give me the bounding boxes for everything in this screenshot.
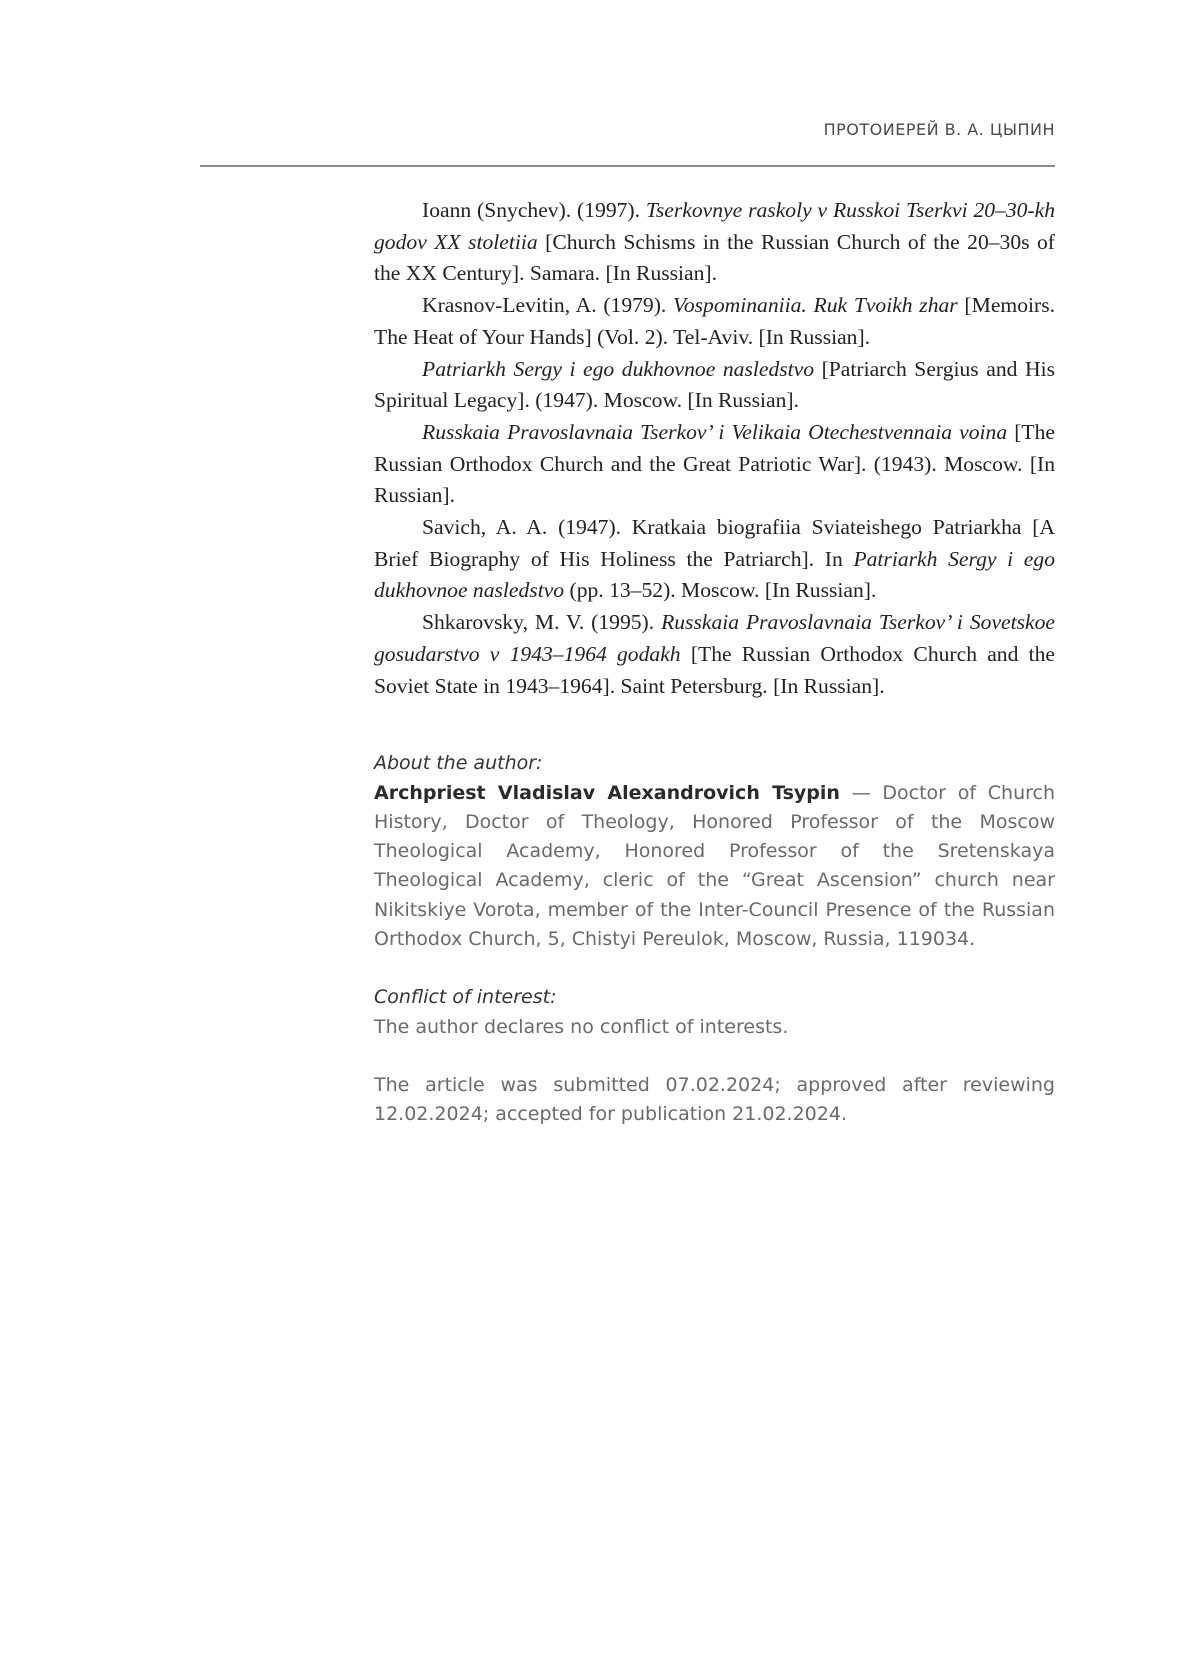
- reference-list: [374, 195, 1055, 702]
- reference-entry: [374, 195, 1055, 290]
- reference-suffix: [The Russian Orthodox Church and the Great Patriotic War]. (1943). Moscow. [In Russian].: [374, 419, 1056, 508]
- about-author-label: About the author:: [374, 752, 543, 775]
- reference-prefix: Ioann (Snychev). (1997).: [422, 198, 646, 222]
- running-header: ПРОТОИЕРЕЙ В. А. ЦЫПИН: [823, 120, 1055, 139]
- reference-prefix: Shkarovsky, M. V. (1995).: [422, 610, 662, 635]
- page-content: [374, 195, 1055, 1130]
- reference-suffix: (pp. 13–52). Moscow. [In Russian].: [564, 578, 877, 603]
- reference-title: Russkaia Pravoslavnaia Tserkov’ i Velikaia Otechestvennaia voina: [422, 419, 1008, 444]
- reference-entry: [374, 354, 1055, 417]
- conflict-label: Conflict of interest:: [374, 986, 557, 1009]
- reference-prefix: Savich, A. A. (1947). Kratkaia biografiia Sviateishego Patriarkha [A Brief Biography of His Holiness the Patriarch]. In: [374, 515, 1055, 571]
- reference-title: Tserkovnye raskoly v Russkoi Tserkvi 20–30-kh godov XX stoletiia: [374, 198, 1056, 254]
- reference-suffix: [Memoirs. The Heat of Your Hands] (Vol. 2). Tel-Aviv. [In Russian].: [374, 293, 1055, 349]
- reference-entry: [374, 290, 1055, 353]
- reference-title: Patriarkh Sergy i ego dukhovnoe nasledstvo: [374, 546, 1055, 603]
- reference-suffix: [Patriarch Sergius and His Spiritual Legacy]. (1947). Moscow. [In Russian].: [374, 356, 1056, 413]
- author-name: Archpriest Vladislav Alexandrovich Tsypin: [374, 781, 840, 804]
- reference-entry: [374, 512, 1055, 607]
- author-bio: — Doctor of Church History, Doctor of Theology, Honored Professor of the Moscow Theological Academy, Honored Professor of the Sretenskaya Theological Academy, cleric of the “Great Ascension” church near Nikitskiye Vorota, member of the Inter-Council Presence of the Russian Orthodox Church, 5, Chistyi Pereulok, Moscow, Russia, 119034.: [374, 781, 1055, 951]
- conflict-of-interest-section: [374, 983, 1055, 1042]
- conflict-text: The author declares no conflict of interests.: [374, 1015, 789, 1038]
- header-divider: [200, 165, 1055, 167]
- reference-suffix: [The Russian Orthodox Church and the Soviet State in 1943–1964]. Saint Petersburg. [In Russian].: [374, 641, 1055, 698]
- reference-prefix: Krasnov-Levitin, A. (1979).: [422, 293, 674, 318]
- reference-entry: [374, 417, 1055, 512]
- reference-entry: [374, 607, 1055, 702]
- publication-dates: The article was submitted 07.02.2024; approved after reviewing 12.02.2024; accepted for publication 21.02.2024.: [374, 1073, 1055, 1126]
- reference-title: Patriarkh Sergy i ego dukhovnoe nasledstvo: [422, 356, 815, 381]
- reference-suffix: [Church Schisms in the Russian Church of the 20–30s of the XX Century]. Samara. [In Russian].: [374, 229, 1055, 286]
- reference-title: Russkaia Pravoslavnaia Tserkov’ i Sovetskoe gosudarstvo v 1943–1964 godakh: [374, 610, 1055, 666]
- about-author-section: [374, 749, 1055, 954]
- reference-title: Vospominaniia. Ruk Tvoikh zhar: [673, 293, 958, 318]
